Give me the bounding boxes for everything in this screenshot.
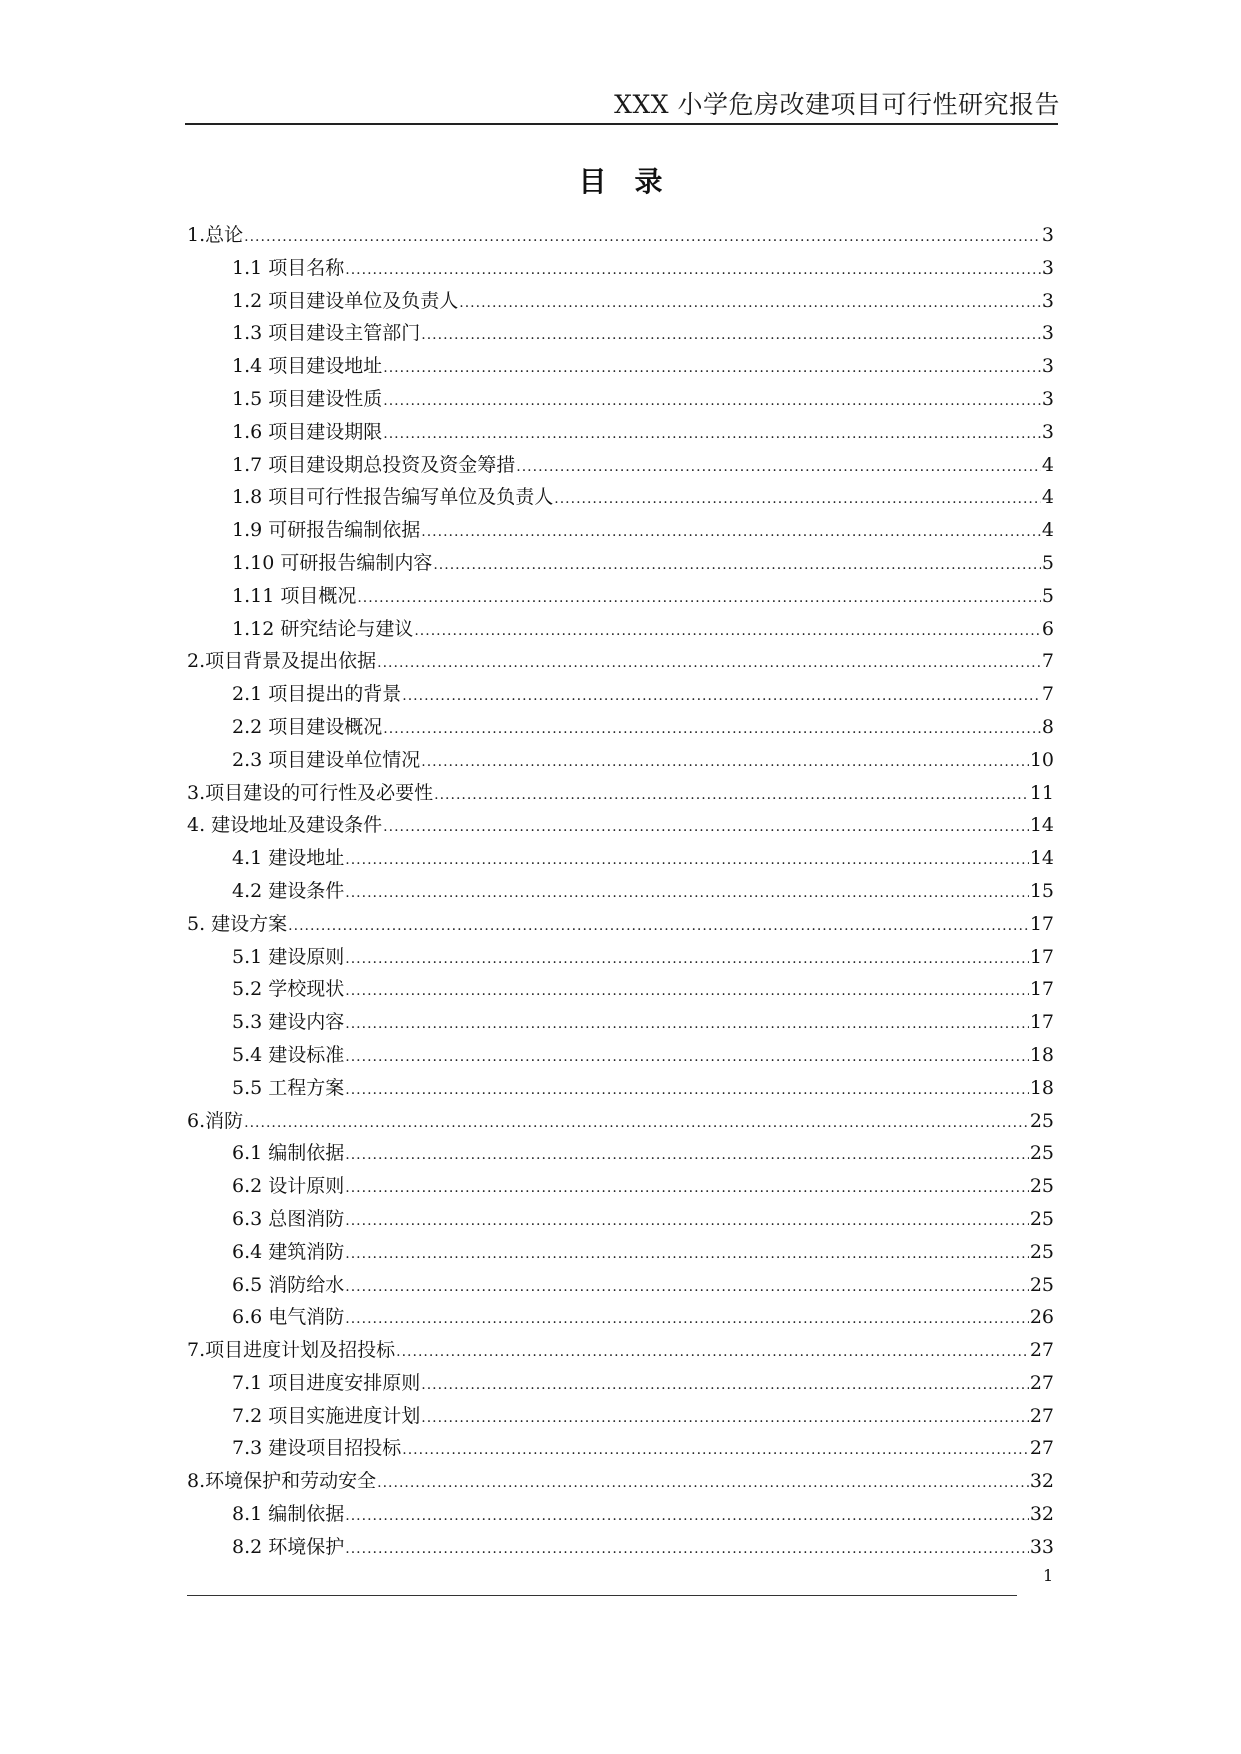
toc-entry-label: 2.1 项目提出的背景 [232,683,402,706]
toc-entry-label: 1.总论 [187,224,244,246]
toc-entry-label: 5.3 建设内容 [232,1011,345,1034]
toc-dot-leader [396,1336,1029,1367]
toc-heading: 目录 [578,165,691,198]
header-divider [185,123,1058,125]
toc-entry-page: 25 [1029,1142,1054,1165]
toc-dot-leader [288,910,1029,941]
toc-entry-label: 1.8 项目可行性报告编写单位及负责人 [232,486,554,509]
toc-dot-leader [345,1271,1029,1302]
toc-dot-leader [421,746,1029,777]
toc-chapter-entry[interactable] [187,1105,1054,1138]
toc-entry-label: 2.项目背景及提出依据 [187,650,377,673]
toc-entry-label: 1.1 项目名称 [232,256,345,279]
toc-entry-page: 10 [1029,748,1054,771]
toc-entry-page: 25 [1029,1207,1054,1230]
toc-entry-label: 4.1 建设地址 [232,847,345,870]
toc-entry-label: 8.环境保护和劳动安全 [187,1470,377,1493]
toc-section-entry[interactable] [187,1137,1054,1170]
toc-section-entry[interactable] [187,973,1054,1006]
toc-chapter-entry[interactable] [187,908,1054,941]
toc-entry-label: 2.2 项目建设概况 [232,715,383,738]
toc-entry-label: 2.3 项目建设单位情况 [232,748,421,771]
toc-entry-label: 4. 建设地址及建设条件 [187,814,383,837]
toc-dot-leader [421,1369,1029,1400]
toc-dot-leader [345,1303,1029,1334]
toc-entry-page: 33 [1029,1535,1054,1558]
toc-section-entry[interactable] [187,252,1054,285]
toc-entry-page: 18 [1029,1043,1054,1066]
toc-dot-leader [345,975,1029,1006]
toc-dot-leader [244,1107,1029,1138]
toc-dot-leader [459,287,1041,318]
toc-entry-label: 6.4 建筑消防 [232,1240,345,1263]
toc-entry-page: 17 [1029,1011,1054,1034]
toc-entry-page: 3 [1041,355,1054,378]
toc-dot-leader [402,1434,1029,1465]
toc-section-entry[interactable] [187,875,1054,908]
toc-entry-page: 4 [1041,486,1054,509]
toc-entry-page: 3 [1041,322,1054,345]
toc-dot-leader [345,844,1029,875]
toc-section-entry[interactable] [187,1072,1054,1105]
toc-section-entry[interactable] [187,941,1054,974]
toc-dot-leader [357,582,1041,613]
toc-entry-label: 6.2 设计原则 [232,1175,345,1198]
toc-entry-label: 5.1 建设原则 [232,945,345,968]
toc-section-entry[interactable] [187,547,1054,580]
toc-entry-page: 3 [1041,224,1054,246]
toc-section-entry[interactable] [187,1170,1054,1203]
toc-entry-page: 15 [1029,879,1054,902]
toc-entry-page: 7 [1041,683,1054,706]
toc-entry-label: 1.11 项目概况 [232,584,357,607]
toc-dot-leader [345,1008,1029,1039]
page-number: 1 [1043,1566,1054,1585]
toc-entry-page: 11 [1029,781,1054,804]
document-title: XXX 小学危房改建项目可行性研究报告 [614,90,1060,119]
toc-entry-page: 5 [1041,584,1054,607]
toc-entry-page: 4 [1041,519,1054,542]
toc-entry-page: 25 [1029,1109,1054,1132]
toc-section-entry[interactable] [187,350,1054,383]
toc-entry-label: 5.5 工程方案 [232,1076,345,1099]
toc-entry-label: 5.4 建设标准 [232,1043,345,1066]
toc-entry-label: 8.1 编制依据 [232,1503,345,1526]
toc-entry-label: 4.2 建设条件 [232,879,345,902]
toc-entry-label: 6.5 消防给水 [232,1273,345,1296]
toc-entry-page: 14 [1029,847,1054,870]
toc-dot-leader [345,1238,1029,1269]
toc-section-entry[interactable] [187,1006,1054,1039]
toc-entry-page: 25 [1029,1175,1054,1198]
toc-dot-leader [345,1074,1029,1105]
toc-section-entry[interactable] [187,481,1054,514]
toc-section-entry[interactable] [187,1498,1054,1531]
toc-entry-label: 1.12 研究结论与建议 [232,617,414,640]
toc-dot-leader [383,713,1041,744]
toc-section-entry[interactable] [187,1367,1054,1400]
toc-chapter-entry[interactable] [187,1465,1054,1498]
toc-dot-leader [421,516,1041,547]
toc-dot-leader [421,319,1041,350]
toc-entry-page: 3 [1041,420,1054,443]
toc-section-entry[interactable] [187,285,1054,318]
toc-entry-label: 1.10 可研报告编制内容 [232,551,433,574]
toc-entry-label: 1.5 项目建设性质 [232,387,383,410]
toc-section-entry[interactable] [187,1400,1054,1433]
toc-entry-page: 32 [1029,1470,1054,1493]
toc-section-entry[interactable] [187,383,1054,416]
toc-entry-page: 27 [1029,1437,1054,1460]
toc-dot-leader [414,615,1041,646]
toc-entry-page: 27 [1029,1339,1054,1362]
toc-entry-page: 3 [1041,289,1054,312]
toc-chapter-entry[interactable] [187,809,1054,842]
toc-dot-leader [421,1402,1029,1433]
toc-entry-page: 27 [1029,1404,1054,1427]
toc-section-entry[interactable] [187,1269,1054,1302]
toc-entry-label: 6.消防 [187,1109,244,1132]
toc-entry-page: 26 [1029,1306,1054,1329]
toc-entry-page: 25 [1029,1273,1054,1296]
toc-entry-label: 7.1 项目进度安排原则 [232,1371,421,1394]
toc-entry-page: 17 [1029,945,1054,968]
toc-dot-leader [345,1205,1029,1236]
toc-section-entry[interactable] [187,449,1054,482]
toc-entry-label: 1.2 项目建设单位及负责人 [232,289,459,312]
toc-chapter-entry[interactable] [187,219,1054,252]
toc-section-entry[interactable] [187,514,1054,547]
toc-entry-page: 3 [1041,256,1054,279]
toc-dot-leader [244,221,1041,252]
toc-dot-leader [345,877,1029,908]
toc-section-entry[interactable] [187,678,1054,711]
toc-entry-page: 32 [1029,1503,1054,1526]
toc-entry-page: 8 [1041,715,1054,738]
toc-dot-leader [402,680,1041,711]
toc-dot-leader [345,943,1029,974]
toc-dot-leader [345,1172,1029,1203]
footer-divider [187,1595,1017,1596]
toc-section-entry[interactable] [187,1531,1054,1564]
toc-entry-label: 1.3 项目建设主管部门 [232,322,421,345]
table-of-contents [187,219,1054,1564]
toc-entry-page: 6 [1041,617,1054,640]
toc-section-entry[interactable] [187,613,1054,646]
toc-section-entry[interactable] [187,744,1054,777]
toc-section-entry[interactable] [187,842,1054,875]
toc-dot-leader [345,1041,1029,1072]
toc-dot-leader [383,352,1041,383]
toc-entry-label: 1.4 项目建设地址 [232,355,383,378]
toc-entry-page: 7 [1041,650,1054,673]
toc-entry-label: 7.3 建设项目招投标 [232,1437,402,1460]
toc-dot-leader [383,811,1029,842]
toc-entry-page: 14 [1029,814,1054,837]
toc-dot-leader [345,1139,1029,1170]
toc-chapter-entry[interactable] [187,777,1054,810]
toc-section-entry[interactable] [187,317,1054,350]
toc-entry-label: 6.3 总图消防 [232,1207,345,1230]
toc-entry-page: 17 [1029,978,1054,1001]
toc-section-entry[interactable] [187,1236,1054,1269]
toc-entry-page: 3 [1041,387,1054,410]
toc-section-entry[interactable] [187,416,1054,449]
toc-entry-page: 18 [1029,1076,1054,1099]
toc-entry-label: 1.6 项目建设期限 [232,420,383,443]
toc-dot-leader [433,549,1041,580]
toc-chapter-entry[interactable] [187,645,1054,678]
toc-dot-leader [383,418,1041,449]
toc-section-entry[interactable] [187,580,1054,613]
toc-entry-page: 17 [1029,912,1054,935]
toc-section-entry[interactable] [187,1203,1054,1236]
toc-entry-label: 5. 建设方案 [187,912,288,935]
toc-dot-leader [377,647,1041,678]
toc-entry-label: 7.2 项目实施进度计划 [232,1404,421,1427]
toc-entry-label: 1.7 项目建设期总投资及资金筹措 [232,453,516,476]
toc-dot-leader [345,1500,1029,1531]
toc-dot-leader [516,451,1041,482]
toc-dot-leader [377,1467,1029,1498]
toc-entry-page: 25 [1029,1240,1054,1263]
toc-section-entry[interactable] [187,1432,1054,1465]
toc-entry-page: 5 [1041,551,1054,574]
toc-section-entry[interactable] [187,1301,1054,1334]
toc-entry-label: 1.9 可研报告编制依据 [232,519,421,542]
toc-section-entry[interactable] [187,1039,1054,1072]
toc-entry-label: 7.项目进度计划及招投标 [187,1339,396,1362]
toc-entry-label: 5.2 学校现状 [232,978,345,1001]
toc-entry-label: 6.1 编制依据 [232,1142,345,1165]
toc-entry-label: 8.2 环境保护 [232,1535,345,1558]
toc-dot-leader [345,254,1041,285]
toc-entry-label: 3.项目建设的可行性及必要性 [187,781,434,804]
toc-dot-leader [434,779,1029,810]
toc-dot-leader [345,1533,1029,1564]
toc-entry-page: 4 [1041,453,1054,476]
toc-chapter-entry[interactable] [187,1334,1054,1367]
toc-dot-leader [383,385,1041,416]
toc-section-entry[interactable] [187,711,1054,744]
toc-dot-leader [554,483,1041,514]
toc-entry-label: 6.6 电气消防 [232,1306,345,1329]
toc-entry-page: 27 [1029,1371,1054,1394]
